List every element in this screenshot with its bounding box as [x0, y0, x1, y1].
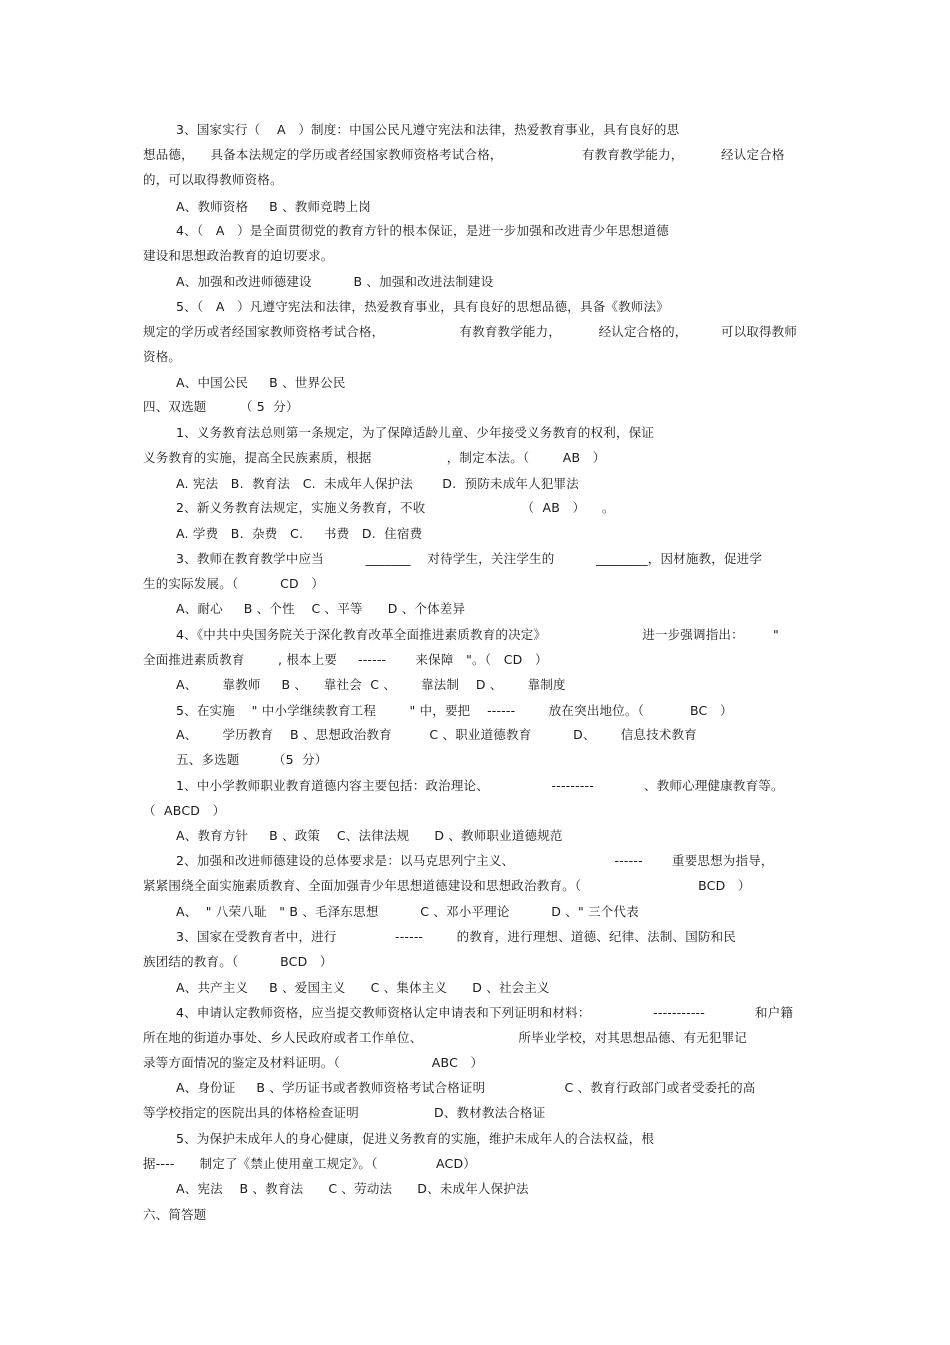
s5-q2-line-2: 紧紧围绕全面实施素质教育、全面加强青少年思想道德建设和思想政治教育。（ BCD ） [143, 878, 751, 893]
s5-q5-line-1: 5、为保护未成年人的身心健康，促进义务教育的实施，维护未成年人的合法权益，根 [176, 1131, 655, 1146]
s4-q4-line-2: 全面推进素质教育 , 根本上要 ------ 来保障 "。（ CD ） [143, 652, 548, 667]
s4-q5-line-1: 5、在实施 " 中小学继续教育工程 " 中，要把 ------ 放在突出地位。（ BC ） [176, 703, 733, 718]
q4-options: A、加强和改进师德建设 B 、加强和改进法制建设 [176, 274, 494, 289]
s5-q1-options: A、教育方针 B 、政策 C、法律法规 D 、教师职业道德规范 [176, 828, 563, 843]
s4-q1-line-1: 1、义务教育法总则第一条规定，为了保障适龄儿童、少年接受义务教育的权利，保证 [176, 425, 655, 440]
s5-q3-line-1: 3、国家在受教育者中，进行 ------ 的教育，进行理想、道德、纪律、法制、国防和民 [176, 929, 737, 944]
s5-q1-line-1: 1、中小学教师职业教育道德内容主要包括：政治理论、 --------- 、教师心理健康教育等。 [176, 778, 784, 793]
s5-q4-line-1: 4、申请认定教师资格，应当提交教师资格认定申请表和下列证明和材料： ----------- 和户籍 [176, 1005, 794, 1020]
q4-line-1: 4、（ A ）是全面贯彻党的教育方针的根本保证，是进一步加强和改进青少年思想道德 [176, 223, 669, 238]
section-5-heading: 五、多选题 （5 分） [176, 752, 328, 767]
s5-q5-line-2: 据---- 制定了《禁止使用童工规定》。（ ACD） [143, 1156, 476, 1171]
section-6-heading: 六、简答题 [143, 1207, 207, 1222]
q3-line-2: 想品德， 具备本法规定的学历或者经国家教师资格考试合格， 有教育教学能力， 经认定合格 [143, 147, 785, 162]
q3-options: A、教师资格 B 、教师竞聘上岗 [176, 199, 371, 214]
q5-options: A、中国公民 B 、世界公民 [176, 375, 346, 390]
q5-line-3: 资格。 [143, 349, 182, 364]
s5-q1-line-2: （ ABCD ） [143, 803, 226, 818]
s4-q3-options: A、耐心 B 、个性 C 、平等 D 、个体差异 [176, 601, 466, 616]
s4-q5-options: A、 学历教育 B 、思想政治教育 C 、职业道德教育 D、 信息技术教育 [176, 727, 697, 742]
s5-q2-options: A、 " 八荣八耻 " B 、毛泽东思想 C 、邓小平理论 D 、" 三个代表 [176, 904, 639, 919]
s5-q2-line-1: 2、加强和改进师德建设的总体要求是：以马克思列宁主义、 ------ 重要思想为指导， [176, 853, 774, 868]
s4-q3-line-2: 生的实际发展。（ CD ） [143, 576, 325, 591]
q4-line-2: 建设和思想政治教育的迫切要求。 [143, 248, 334, 263]
s5-q4-options-2: 等学校指定的医院出具的体格检查证明 D、教材教法合格证 [143, 1105, 546, 1120]
s5-q3-options: A、共产主义 B 、爱国主义 C 、集体主义 D 、社会主义 [176, 980, 550, 995]
s4-q2-line-1: 2、新义务教育法规定，实施义务教育，不收 （ AB ） 。 [176, 500, 615, 515]
q5-line-2: 规定的学历或者经国家教师资格考试合格， 有教育教学能力， 经认定合格的， 可以取得教师 [143, 324, 798, 339]
s4-q3-line-1: 3、教师在教育教学中应当 _______ 对待学生，关注学生的 ________，因材施教，促进学 [176, 551, 763, 566]
s5-q3-line-2: 族团结的教育。（ BCD ） [143, 954, 333, 969]
s4-q2-options: A. 学费 B. 杂费 C. 书费 D. 住宿费 [176, 526, 423, 541]
section-4-heading: 四、双选题 （ 5 分） [143, 399, 299, 414]
s4-q4-line-1: 4、《中共中央国务院关于深化教育改革全面推进素质教育的决定》 进一步强调指出： " [176, 627, 779, 642]
s5-q5-options: A、宪法 B 、教育法 C 、劳动法 D、未成年人保护法 [176, 1181, 529, 1196]
s5-q4-line-3: 录等方面情况的鉴定及材料证明。（ ABC ） [143, 1055, 484, 1070]
q5-line-1: 5、（ A ）凡遵守宪法和法律，热爱教育事业，具有良好的思想品德，具备《教师法》 [176, 299, 669, 314]
s4-q1-line-2: 义务教育的实施，提高全民族素质，根据 ，制定本法。（ AB ） [143, 450, 606, 465]
q3-line-3: 的，可以取得教师资格。 [143, 172, 283, 187]
s4-q4-options: A、 靠教师 B 、 靠社会 C 、 靠法制 D 、 靠制度 [176, 677, 566, 692]
q3-line-1: 3、国家实行（ A ）制度：中国公民凡遵守宪法和法律，热爱教育事业，具有良好的思 [176, 122, 680, 137]
s4-q1-options: A. 宪法 B. 教育法 C. 未成年人保护法 D. 预防未成年人犯罪法 [176, 476, 579, 491]
s5-q4-line-2: 所在地的街道办事处、乡人民政府或者工作单位、 所毕业学校，对其思想品德、有无犯罪记 [143, 1030, 747, 1045]
s5-q4-options-1: A、身份证 B 、学历证书或者教师资格考试合格证明 C 、教育行政部门或者受委托的高 [176, 1080, 756, 1095]
